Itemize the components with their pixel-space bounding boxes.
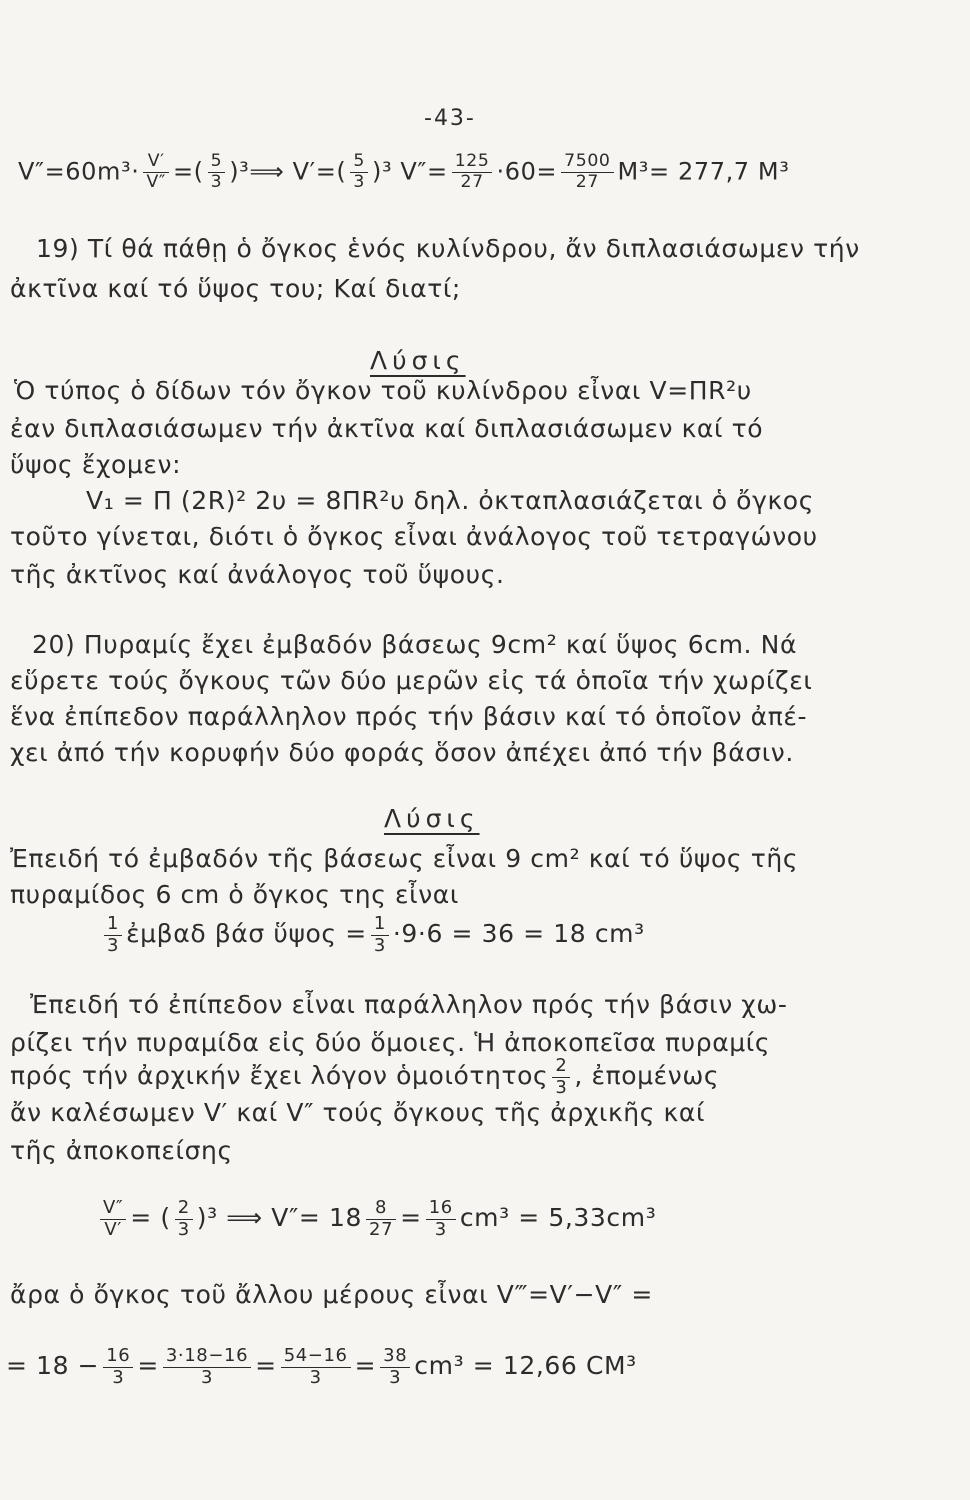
solution-20-line-1: Ἐπειδή τό ἐμβαδόν τῆς βάσεως εἶναι 9 cm² καί τό ὕψος τῆς (10, 844, 799, 873)
problem-20-line-3: ἕνα ἐπίπεδον παράλληλον πρός τήν βάσιν καί τό ὁποῖον ἀπέ- (10, 702, 808, 731)
similarity-equation (96, 1198, 656, 1240)
formula-text: M³= 277,7 M³ (617, 157, 790, 186)
solution-19-line-4: V₁ = Π (2R)² 2υ = 8ΠR²υ δηλ. ὀκταπλασιάζεται ὁ ὄγκος (86, 486, 814, 515)
fraction: $\frac{1}{3}$ (104, 914, 122, 956)
formula-text: cm³ = 5,33cm³ (459, 1203, 657, 1233)
formula-text: = (354, 1351, 377, 1381)
formula-text: =( (172, 157, 204, 186)
fraction: $\frac{54-16}{3}$ (281, 1346, 351, 1388)
formula-text: = 18 − (6, 1351, 100, 1381)
formula-text: cm³ = 12,66 CM³ (414, 1351, 637, 1381)
fraction: $\frac{16}{3}$ (426, 1198, 456, 1240)
problem-20-line-1: 20) Πυραμίς ἔχει ἐμβαδόν βάσεως 9cm² καί ὕψος 6cm. Νά (32, 630, 798, 659)
fraction: $\frac{1}{3}$ (371, 914, 389, 956)
solution-19-line-5: τοῦτο γίνεται, διότι ὁ ὄγκος εἶναι ἀνάλογος τοῦ τετραγώνου (10, 522, 818, 551)
solution-20-line-2: πυραμίδος 6 cm ὁ ὄγκος της εἶναι (10, 880, 459, 909)
problem-20-line-4: χει ἀπό τήν κορυφήν δύο φοράς ὅσον ἀπέχει ἀπό τήν βάσιν. (10, 738, 794, 767)
solution-19-line-3: ὕψος ἔχομεν: (10, 450, 182, 479)
fraction: $\frac{2}{3}$ (552, 1056, 570, 1098)
formula-text: = (137, 1351, 159, 1381)
solution-19-heading: Λύσις (370, 346, 466, 375)
problem-19-line-2: ἀκτῖνα καί τό ὕψος του; Καί διατί; (10, 274, 461, 303)
formula-text: = (255, 1351, 277, 1381)
fraction: $\frac{8}{27}$ (366, 1198, 396, 1240)
solution-19-line-6: τῆς ἀκτῖνος καί ἀνάλογος τοῦ ὕψους. (10, 560, 505, 589)
formula-text: )³ V″= (371, 157, 448, 186)
solution-20-line-4: ρίζει τήν πυραμίδα εἰς δύο ὅμοιες. Ἡ ἀποκοπεῖσα πυραμίς (10, 1028, 771, 1057)
fraction: $\frac{5}{3}$ (350, 152, 368, 193)
solution-20-line-8: ἄρα ὁ ὄγκος τοῦ ἄλλου μέρους εἶναι V‴=V′−V″ = (10, 1280, 653, 1309)
solution-19-line-2: ἐαν διπλασιάσωμεν τήν ἀκτῖνα καί διπλασιάσωμεν καί τό (10, 414, 764, 443)
fraction: $\frac{38}{3}$ (380, 1346, 410, 1388)
fraction: $\frac{16}{3}$ (103, 1346, 133, 1388)
solution-20-line-6: ἄν καλέσωμεν V′ καί V″ τούς ὄγκους τῆς ἀρχικῆς καί (10, 1098, 706, 1127)
solution-20-line-7: τῆς ἀποκοπείσης (10, 1136, 233, 1165)
line-text: , ἐπομένως (574, 1061, 720, 1091)
remainder-equation (6, 1346, 637, 1388)
problem-19-line-1: 19) Τί θά πάθῃ ὁ ὄγκος ἑνός κυλίνδρου, ἄν διπλασιάσωμεν τήν (36, 234, 860, 263)
formula-text: V″=60m³· (18, 157, 140, 186)
formula-text: ·9·6 = 36 = 18 cm³ (392, 919, 645, 949)
formula-text: )³⟹ V′=( (229, 157, 347, 186)
problem-20-line-2: εὕρετε τούς ὄγκους τῶν δύο μερῶν εἰς τά ὁποῖα τήν χωρίζει (10, 666, 813, 695)
fraction: $\frac{3\cdot 18-16}{3}$ (163, 1346, 251, 1388)
page-number: -43- (424, 106, 476, 131)
fraction: $\frac{125}{27}$ (452, 152, 493, 193)
formula-text: ·60= (496, 157, 558, 186)
solution-20-line-3: Ἐπειδή τό ἐπίπεδον εἶναι παράλληλον πρός τήν βάσιν χω- (30, 990, 788, 1019)
formula-text: ἐμβαδ βάσ ὕψος = (126, 919, 367, 949)
fraction: $\frac{V'}{V''}$ (143, 152, 168, 193)
fraction: $\frac{V''}{V'}$ (100, 1198, 126, 1240)
formula-text: )³ ⟹ V″= 18 (196, 1203, 363, 1233)
formula-text: = ( (130, 1203, 171, 1233)
fraction: $\frac{5}{3}$ (208, 152, 226, 193)
top-formula (18, 152, 789, 193)
volume-equation (100, 914, 645, 956)
formula-text: = (400, 1203, 422, 1233)
line-text: πρός τήν ἀρχικήν ἔχει λόγον ὁμοιότητος (10, 1061, 549, 1091)
solution-20-line-5 (10, 1056, 719, 1098)
solution-20-heading: Λύσις (384, 804, 480, 833)
fraction: $\frac{2}{3}$ (175, 1198, 193, 1240)
fraction: $\frac{7500}{27}$ (561, 152, 613, 193)
solution-19-line-1: Ὁ τύπος ὁ δίδων τόν ὄγκον τοῦ κυλίνδρου εἶναι V=ΠR²υ (14, 376, 752, 405)
